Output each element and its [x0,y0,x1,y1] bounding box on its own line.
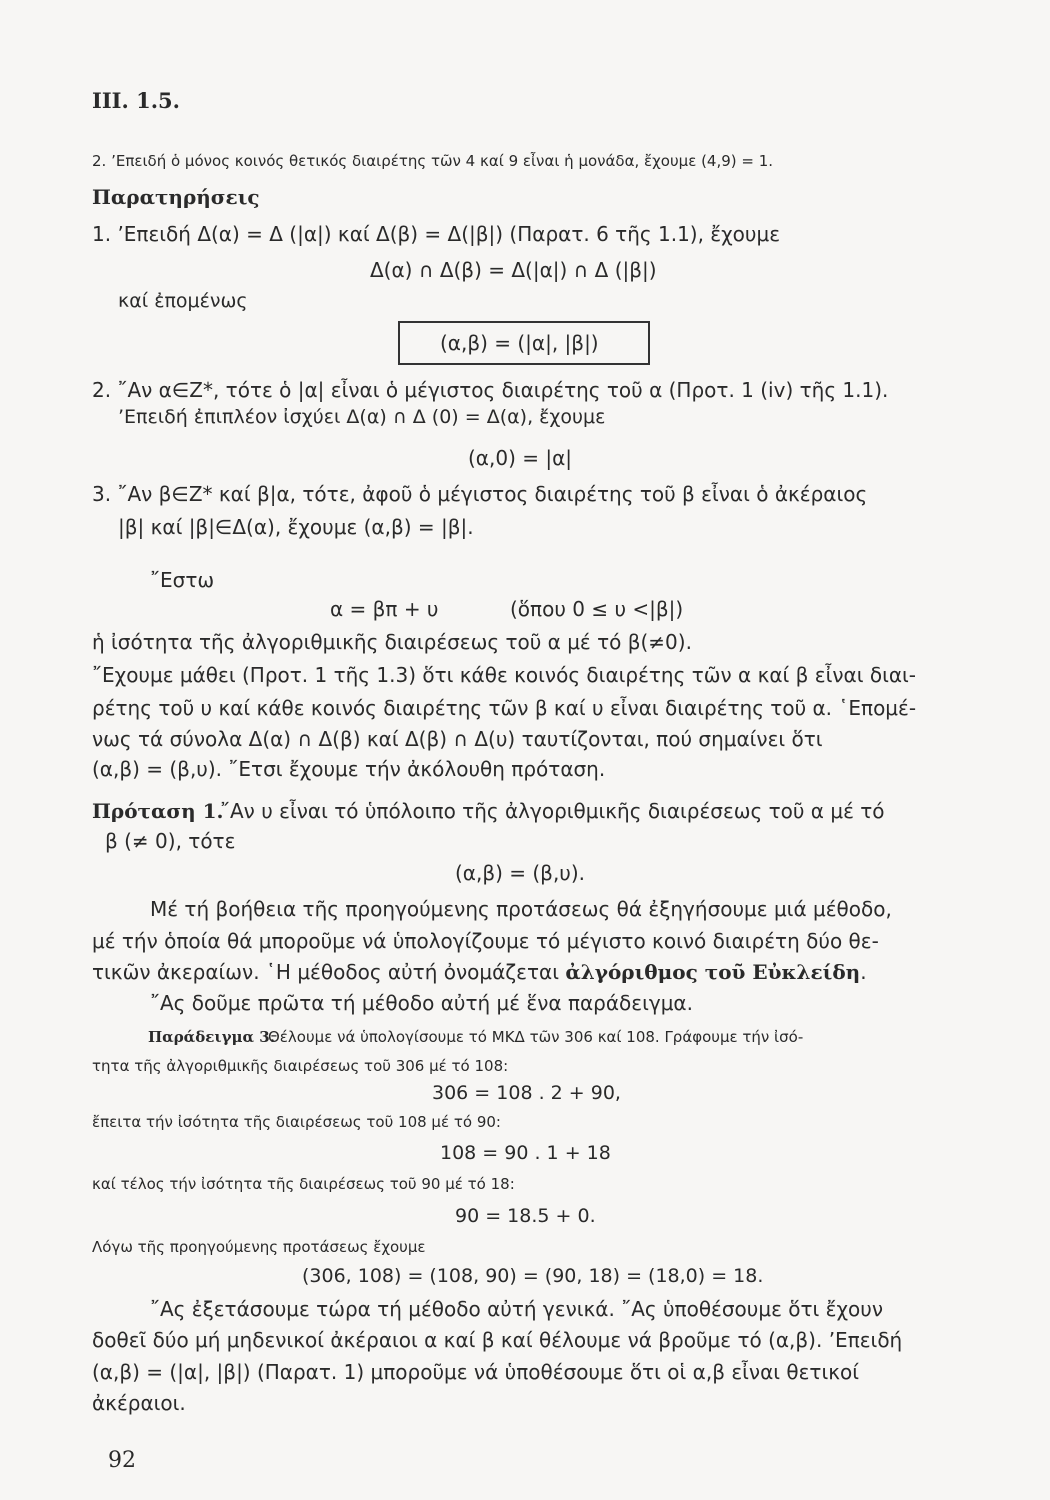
method-line4: ῎Ας δοῦμε πρῶτα τή μέθοδο αὐτή μέ ἕνα παράδειγμα. [150,991,693,1015]
method-line3-text: τικῶν ἀκεραίων. ῾Η μέθοδος αὐτή ὀνομάζεται [92,960,566,984]
remark1-boxed-eq: (α,β) = (|α|, |β|) [440,331,599,355]
example-eq1: 306 = 108 . 2 + 90, [432,1082,621,1104]
example-line4: καί τέλος τήν ἰσότητα τῆς διαιρέσεως τοῦ 90 μέ τό 18: [92,1175,515,1193]
example-line3: ἔπειτα τήν ἰσότητα τῆς διαιρέσεως τοῦ 108 μέ τό 90: [92,1113,501,1131]
method-line1: Μέ τή βοήθεια τῆς προηγούμενης προτάσεως θά ἐξηγήσουμε μιά μέθοδο, [150,897,892,921]
remark2-line1: 2. ῎Αν α∈Z*, τότε ὁ |α| εἶναι ὁ μέγιστος διαιρέτης τοῦ α (Προτ. 1 (iv) τῆς 1.1). [92,378,889,402]
example-line5: Λόγω τῆς προηγούμενης προτάσεως ἔχουμε [92,1238,426,1256]
remark1-line1: 1. ’Επειδή Δ(α) = Δ (|α|) καί Δ(β) = Δ(|β|) (Παρατ. 6 τῆς 1.1), ἔχουμε [92,222,781,246]
esto-line5: (α,β) = (β,υ). ῎Ετσι ἔχουμε τήν ἀκόλουθη πρόταση. [92,757,606,781]
example-line1: Θέλουμε νά ὑπολογίσουμε τό ΜΚΔ τῶν 306 καί 108. Γράφουμε τήν ἰσό- [268,1028,804,1046]
section-number: III. 1.5. [92,88,180,113]
remark2-line2: ’Επειδή ἐπιπλέον ἰσχύει Δ(α) ∩ Δ (0) = Δ(α), ἔχουμε [118,406,606,428]
esto-condition: (ὅπου 0 ≤ υ <|β|) [510,597,684,621]
example-eq3: 90 = 18.5 + 0. [455,1205,596,1227]
page-number: 92 [108,1448,136,1473]
method-line3-end: . [860,960,867,984]
remark3-line1: 3. ῎Αν β∈Z* καί β|α, τότε, ἀφοῦ ὁ μέγιστος διαιρέτης τοῦ β εἶναι ὁ ἀκέραιος [92,482,868,506]
example-label: Παράδειγμα 3. [148,1028,275,1046]
general-line1: ῎Ας ἐξετάσουμε τώρα τή μέθοδο αὐτή γενικά. ῎Ας ὑποθέσουμε ὅτι ἔχουν [150,1297,883,1321]
method-line2: μέ τήν ὁποία θά μποροῦμε νά ὑπολογίζουμε τό μέγιστο κοινό διαιρέτη δύο θε- [92,929,879,953]
example-line2: τητα τῆς ἀλγοριθμικῆς διαιρέσεως τοῦ 306 μέ τό 108: [92,1057,509,1075]
example-eq2: 108 = 90 . 1 + 18 [440,1142,611,1164]
euclid-algorithm-term: ἀλγόριθμος τοῦ Εὐκλείδη [565,960,861,984]
esto-line3: ρέτης τοῦ υ καί κάθε κοινός διαιρέτης τῶν β καί υ εἶναι διαιρέτης τοῦ α. ῾Επομέ- [92,696,917,720]
remark3-line2: |β| καί |β|∈Δ(α), ἔχουμε (α,β) = |β|. [118,515,474,539]
remark1-eq1: Δ(α) ∩ Δ(β) = Δ(|α|) ∩ Δ (|β|) [370,258,657,282]
example-eq4: (306, 108) = (108, 90) = (90, 18) = (18,0) = 18. [302,1265,764,1287]
proposition-line2: β (≠ 0), τότε [105,829,236,853]
esto-word: ῎Εστω [150,568,215,592]
esto-line2: ῎Εχουμε μάθει (Προτ. 1 τῆς 1.3) ὅτι κάθε κοινός διαιρέτης τῶν α καί β εἶναι διαι- [92,663,917,687]
remark2-eq: (α,0) = |α| [468,446,573,470]
general-line2: δοθεῖ δύο μή μηδενικοί ἀκέραιοι α καί β καί θέλουμε νά βροῦμε τό (α,β). ’Επειδή [92,1328,903,1352]
esto-line1: ἡ ἰσότητα τῆς ἀλγοριθμικῆς διαιρέσεως τοῦ α μέ τό β(≠0). [92,630,692,654]
proposition-line1: ῎Αν υ εἶναι τό ὑπόλοιπο τῆς ἀλγοριθμικῆς διαιρέσεως τοῦ α μέ τό [220,799,885,823]
esto-line4: νως τά σύνολα Δ(α) ∩ Δ(β) καί Δ(β) ∩ Δ(υ) ταυτίζονται, πού σημαίνει ὅτι [92,727,823,751]
remark1-line2: καί ἐπομένως [118,290,248,312]
esto-equation: α = βπ + υ [330,597,439,621]
remarks-heading: Παρατηρήσεις [92,185,260,209]
proposition-label: Πρόταση 1. [92,799,224,823]
proposition-eq: (α,β) = (β,υ). [455,861,586,885]
general-line3: (α,β) = (|α|, |β|) (Παρατ. 1) μποροῦμε νά ὑποθέσουμε ὅτι οἱ α,β εἶναι θετικοί [92,1360,860,1384]
general-line4: ἀκέραιοι. [92,1391,186,1415]
intro-paragraph: 2. ’Επειδή ὁ μόνος κοινός θετικός διαιρέτης τῶν 4 καί 9 εἶναι ἡ μονάδα, ἔχουμε (4,9) = 1. [92,152,774,170]
method-line3 [92,960,867,984]
